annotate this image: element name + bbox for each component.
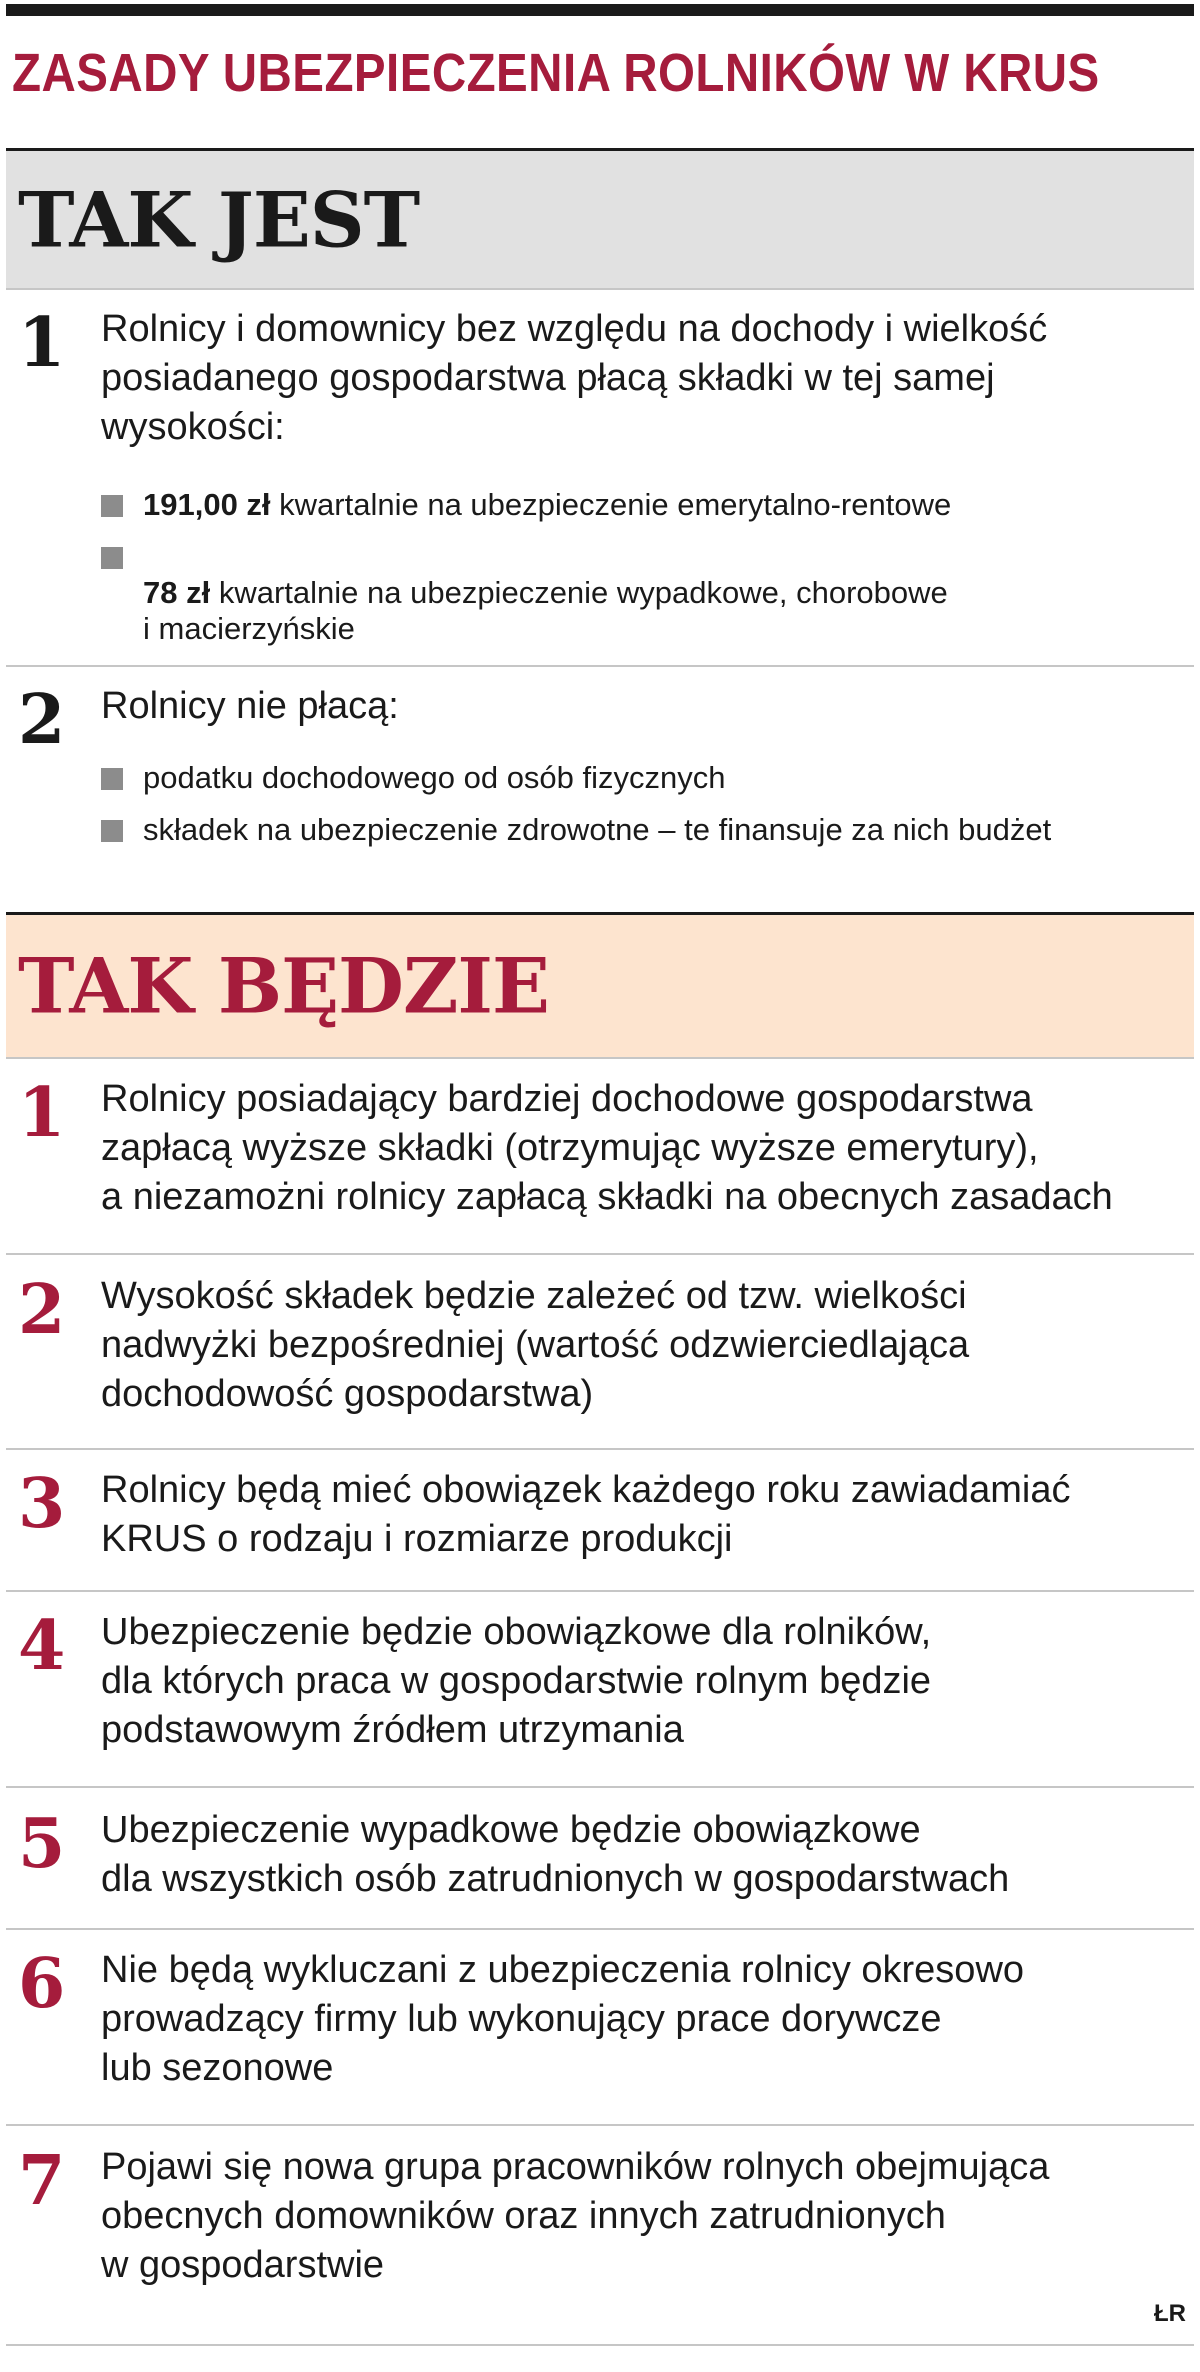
list-item — [6, 1075, 1194, 1245]
item-text: Rolnicy i domownicy bez względu na dochody i wielkość posiadanego gospodarstwa płacą składki w tej samej wysokości: — [101, 308, 1048, 448]
item-number: 2 — [18, 680, 66, 760]
item-text: Rolnicy nie płacą: — [101, 685, 399, 727]
item-number: 7 — [18, 2141, 66, 2221]
divider — [6, 665, 1194, 667]
bullet-square-icon — [101, 820, 123, 842]
author-credit: ŁR — [1154, 2300, 1186, 2327]
item-number: 6 — [18, 1944, 66, 2024]
page-title: ZASADY UBEZPIECZENIA ROLNIKÓW W KRUS — [12, 43, 1100, 103]
divider — [6, 1786, 1194, 1788]
item-number: 2 — [18, 1270, 66, 1350]
divider — [6, 2344, 1194, 2346]
bullet-text: kwartalnie na ubezpieczenie wypadkowe, chorobowe i macierzyńskie — [143, 575, 948, 646]
bullet-text: kwartalnie na ubezpieczenie emerytalno-rentowe — [270, 487, 952, 522]
item-number: 3 — [18, 1464, 66, 1544]
item-number: 1 — [18, 1073, 66, 1153]
item-number: 5 — [18, 1804, 66, 1884]
divider — [6, 1253, 1194, 1255]
bullet-item — [101, 487, 1184, 523]
list-item — [6, 1608, 1194, 1778]
top-bar — [6, 4, 1194, 16]
section-title: TAK JEST — [18, 175, 420, 264]
divider — [6, 1590, 1194, 1592]
list-item — [6, 1806, 1194, 1926]
item-text: Wysokość składek będzie zależeć od tzw. wielkości nadwyżki bezpośredniej (wartość odzwierciedlająca dochodowość gospodarstwa) — [101, 1275, 970, 1415]
section-header-tak-jest — [6, 151, 1194, 288]
item-text: Pojawi się nowa grupa pracowników rolnych obejmująca obecnych domowników oraz innych zatrudnionych w gospodarstwie — [101, 2146, 1050, 2286]
bullet-text: składek na ubezpieczenie zdrowotne – te finansuje za nich budżet — [143, 812, 1052, 847]
bullet-item — [101, 760, 1184, 796]
section-title: TAK BĘDZIE — [18, 941, 549, 1031]
item-number: 4 — [18, 1606, 66, 1686]
list-item — [6, 305, 1194, 665]
divider — [6, 1448, 1194, 1450]
item-text: Rolnicy posiadający bardziej dochodowe gospodarstwa zapłacą wyższe składki (otrzymując wyższe emerytury), a niezamożni rolnicy zapłacą składki na obecnych zasadach — [101, 1078, 1113, 1218]
item-text: Rolnicy będą mieć obowiązek każdego roku zawiadamiać KRUS o rodzaju i rozmiarze produkcji — [101, 1469, 1071, 1560]
bullet-square-icon — [101, 768, 123, 790]
item-text: Ubezpieczenie wypadkowe będzie obowiązkowe dla wszystkich osób zatrudnionych w gospodarstwach — [101, 1809, 1010, 1900]
item-text: Nie będą wykluczani z ubezpieczenia rolnicy okresowo prowadzący firmy lub wykonujący prace dorywcze lub sezonowe — [101, 1949, 1025, 2089]
section-header-tak-bedzie — [6, 915, 1194, 1057]
bullet-square-icon — [101, 547, 123, 569]
divider — [6, 1057, 1194, 1059]
list-item — [6, 1946, 1194, 2116]
list-item — [6, 1466, 1194, 1586]
divider — [6, 2124, 1194, 2126]
bullet-square-icon — [101, 495, 123, 517]
bullet-text: podatku dochodowego od osób fizycznych — [143, 760, 726, 795]
item-text: Ubezpieczenie będzie obowiązkowe dla rolników, dla których praca w gospodarstwie rolnym będzie podstawowym źródłem utrzymania — [101, 1611, 932, 1751]
bullet-amount: 191,00 zł — [143, 487, 271, 522]
bullet-list — [101, 760, 1184, 864]
divider — [6, 1928, 1194, 1930]
list-item — [6, 2143, 1194, 2313]
bullet-amount: 78 zł — [143, 575, 211, 610]
divider — [6, 288, 1194, 290]
bullet-list — [101, 487, 1184, 663]
list-item — [6, 1272, 1194, 1442]
item-number: 1 — [18, 303, 66, 383]
bullet-item — [101, 539, 1184, 647]
bullet-item — [101, 812, 1184, 848]
list-item — [6, 682, 1194, 902]
